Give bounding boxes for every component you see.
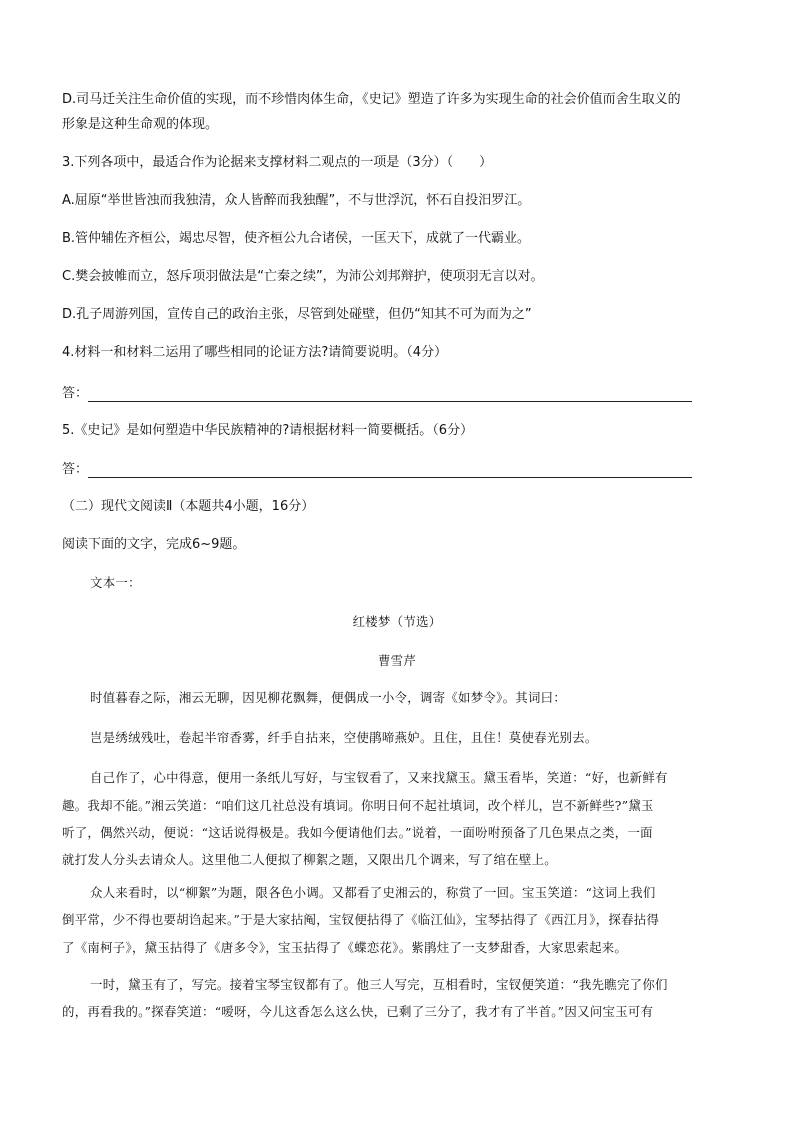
poem-line: 岂是绣绒残吐，卷起半帘香雾，纤手自拈来，空使鹃啼燕妒。且住，且住！莫使春光别去。 [90,730,598,745]
paragraph-line: 趣。我却不能。”湘云笑道：“咱们这几社总没有填词。你明日何不起社填词，改个样儿，岂不新鲜些?”黛玉 [62,798,654,813]
q5-answer-label: 答： [62,462,89,477]
section2-instruction: 阅读下面的文字，完成6~9题。 [62,537,246,552]
q3-stem: 3.下列各项中，最适合作为论据来支撑材料二观点的一项是（3分）（ ） [62,155,493,170]
q5-stem: 5.《史记》是如何塑造中华民族精神的?请根据材料一简要概括。（6分） [62,423,474,438]
excerpt-author: 曹雪芹 [377,653,417,668]
q4-answer-rule [88,401,692,402]
q3-option-b: B.管仲辅佐齐桓公，竭忠尽智，使齐桓公九合诸侯，一匡天下，成就了一代霸业。 [62,231,531,246]
paragraph-line: 了《南柯子》，黛玉拈得了《唐多令》，宝玉拈得了《蝶恋花》。紫鹃炷了一支梦甜香，大家思索起来。 [62,940,628,955]
q3-option-c: C.樊会披帷而立，怒斥项羽做法是“亡秦之续”，为沛公刘邦辩护，使项羽无言以对。 [62,269,544,284]
q5-answer-line[interactable] [62,460,692,480]
paragraph-line: 时值暮春之际，湘云无聊，因见柳花飘舞，便偶成一小令，调寄《如梦令》。其词曰： [90,690,567,705]
q4-answer-label: 答： [62,386,89,401]
q2-option-d-line2: 形象是这种生命观的体现。 [62,117,219,132]
q3-option-a: A.屈原“举世皆浊而我独清，众人皆醉而我独醒”，不与世浮沉，怀石自投汨罗江。 [62,193,531,208]
paragraph-line: 就打发人分头去请众人。这里他二人便拟了柳絮之题，又限出几个调来，写了绾在壁上。 [62,852,557,867]
paragraph-line: 倒平常，少不得也要胡诌起来。”于是大家拈阄，宝钗便拈得了《临江仙》，宝琴拈得了《西江月》，探春拈得 [62,912,660,927]
q4-stem: 4.材料一和材料二运用了哪些相同的论证方法?请简要说明。（4分） [62,345,448,360]
section2-heading: （二）现代文阅读Ⅱ（本题共4小题，16分） [62,499,315,514]
paragraph-line: 的，再看我的。”探春笑道：“嗳呀，今儿这香怎么这么快，已剩了三分了，我才有了半首。”因又问宝玉可有 [62,1004,654,1019]
paragraph-line: 一时，黛玉有了，写完。接着宝琴宝钗都有了。他三人写完，互相看时，宝钗便笑道：“我先瞧完了你们 [90,977,668,992]
q5-answer-rule [88,477,692,478]
q4-answer-line[interactable] [62,384,692,404]
paragraph-line: 听了，偶然兴动，便说：“这话说得极是。我如今便请他们去。”说着，一面吩咐预备了几色果点之类，一面 [62,825,653,840]
q2-option-d-line1: D.司马迁关注生命价值的实现，而不珍惜肉体生命，《史记》塑造了许多为实现生命的社会价值而舍生取义的 [62,92,681,107]
excerpt-title: 红楼梦（节选） [352,614,442,629]
paragraph-line: 众人来看时，以“柳絮”为题，限各色小调。又都看了史湘云的，称赏了一回。宝玉笑道：“这词上我们 [90,885,656,900]
text-label: 文本一： [90,575,141,590]
paragraph-line: 自己作了，心中得意，便用一条纸儿写好，与宝钗看了，又来找黛玉。黛玉看毕，笑道：“好，也新鲜有 [90,770,668,785]
q3-option-d: D.孔子周游列国，宣传自己的政治主张，尽管到处碰壁，但仍“知其不可为而为之” [62,307,532,322]
